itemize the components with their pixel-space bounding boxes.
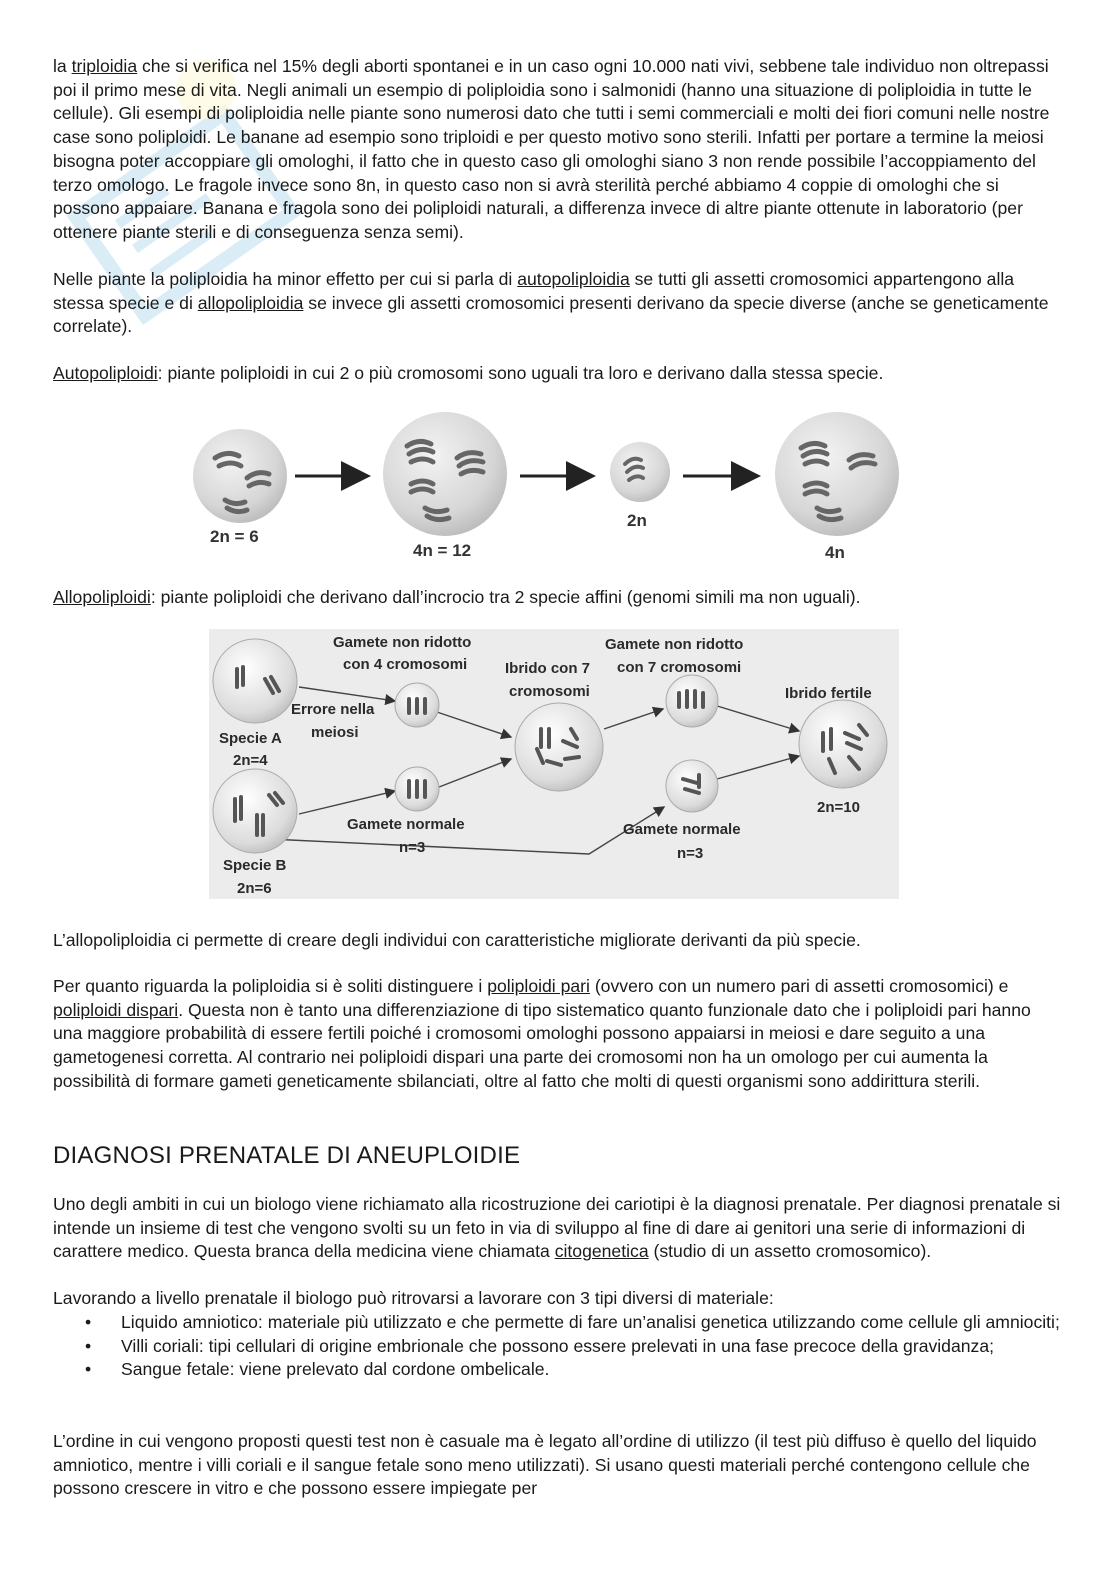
cell-ibrido-fertile [799,700,887,788]
label-2n: 2n [627,511,647,530]
cell-specie-b [213,769,297,853]
bullet-symbol: • [85,1335,92,1356]
paragraph-allopoliploidi: Allopoliploidi: piante poliploidi che derivano dall’incrocio tra 2 specie affini (genomi simili ma non uguali). [53,587,861,607]
figure-autopoliploidia [185,408,915,568]
label-specie-b: Specie B 2n=6 [223,857,287,897]
cell-2n6 [193,429,287,523]
bullet-symbol: • [85,1312,92,1332]
term-citogenetica: citogenetica [554,1241,649,1262]
paragraph-autopoliploidi: Autopoliploidi: piante poliploidi in cui 2 o più cromosomi sono uguali tra loro e derivano dalla stessa specie. [53,363,884,383]
list-item: • Liquido amniotico: materiale più utilizzato e che permette di fare un’analisi genetica utilizzando come cellule gli amniociti; [53,1311,1063,1335]
term-poliploidi-pari: poliploidi pari [487,976,590,996]
cell-2n [610,442,670,502]
label-2n10: 2n=10 [817,799,860,816]
term-poliploidi-dispari: poliploidi dispari [53,999,179,1020]
label-gamete-normale-2: Gamete normale n=3 [623,821,741,862]
term-autopoliploidia: autopoliploidia [517,269,630,289]
label-4n12: 4n = 12 [413,541,472,560]
label-ibrido-fertile: Ibrido fertile [785,685,872,702]
label-2n6: 2n = 6 [210,527,259,546]
label-specie-a: Specie A 2n=4 [219,730,282,769]
paragraph-poliploidia-esempi: la triploidia che si verifica nel 15% degli aborti spontanei e in un caso ogni 10.000 nati vivi, sebbene tale individuo non oltrepassi poi il primo mese di vita. Negli animali un esempio di poliploidia sono i salmonidi (hanno una situazione di poliploidia in tutte le cellule). Gli esempi di poliploidia nelle piante sono numerosi dato che tutti i semi commerciali e molti dei fiori comuni nelle nostre case sono poliploidi. Le banane ad esempio sono triploidi e per questo motivo sono sterili. Infatti per portare a termine la meiosi bisogna poter accoppiare gli omologhi, il fatto che in questo caso gli omologhi siano 3 non rende possibile l’accoppiamento del terzo omologo. Le fragole invece sono 8n, in questo caso non si avrà sterilità perché abbiamo 4 coppie di omologhi che si possono appaiare. Banana e fragola sono dei poliploidi naturali, a differenza invece di altre piante ottenute in laboratorio (per ottenere piante sterili e di conseguenza senza semi). [53,56,1050,242]
term-allopoliploidi: Allopoliploidi [53,587,151,607]
paragraph-auto-allo: Nelle piante la poliploidia ha minor effetto per cui si parla di autopoliploidia se tutti gli assetti cromosomici appartengono alla stessa specie e di allopoliploidia se invece gli assetti cromosomici presenti derivano da specie diverse (anche se geneticamente correlate). [53,269,1049,337]
label-gamete-non-ridotto-4: Gamete non ridotto con 4 cromosomi [333,634,472,673]
section-heading: DIAGNOSI PRENATALE DI ANEUPLOIDIE [53,1142,521,1169]
figure-allopoliploidia [209,629,899,899]
paragraph-diagnosi-prenatale: Uno degli ambiti in cui un biologo viene richiamato alla ricostruzione dei cariotipi è la diagnosi prenatale. Per diagnosi prenatale si intende un insieme di test che vengono svolti su un feto in via di sviluppo al fine di dare ai genitori una serie di informazioni di carattere medico. Questa branca della medicina viene chiamata citogenetica (studio di un assetto cromosomico). [53,1194,1061,1262]
term-triploidia: triploidia [71,56,138,76]
term-allopoliploidia: allopoliploidia [197,292,304,313]
paragraph-ordine-test: L’ordine in cui vengono proposti questi test non è casuale ma è legato all’ordine di utilizzo (il test più diffuso è quello del liquido amniotico, mentre i villi coriali e il sangue fetale sono meno utilizzati). Si usano questi materiali perché contengono cellule che possono crescere in vitro e che possono essere impiegate per [53,1431,1037,1499]
term-autopoliploidi: Autopoliploidi [53,363,158,383]
cell-ibrido-7 [515,703,603,791]
label-ibrido-7: Ibrido con 7 cromosomi [505,660,591,700]
paragraph-allopoliploidia-vantaggi: L’allopoliploidia ci permette di creare degli individui con caratteristiche migliorate derivanti da più specie. [53,930,861,950]
paragraph-materiali-intro: Lavorando a livello prenatale il biologo può ritrovarsi a lavorare con 3 tipi diversi di materiale: [53,1288,774,1308]
label-gamete-non-ridotto-7: Gamete non ridotto con 7 cromosomi [605,636,744,676]
cell-gamete-normale-2 [666,760,718,812]
list-item: • Sangue fetale: viene prelevato dal cordone ombelicale. [53,1358,1063,1382]
label-gamete-normale-1: Gamete normale n=3 [347,816,465,856]
paragraph-pari-dispari: Per quanto riguarda la poliploidia si è soliti distinguere i poliploidi pari (ovvero con un numero pari di assetti cromosomici) e poliploidi dispari. Questa non è tanto una differenziazione di tipo sistematico quanto funzionale dato che i poliploidi pari hanno una maggiore probabilità di essere fertili poiché i cromosomi omologhi possono appaiarsi in meiosi e dare seguito a una gametogenesi corretta. Al contrario nei poliploidi dispari una parte dei cromosomi non ha un omologo per cui aumenta la possibilità di formare gameti geneticamente sbilanciati, oltre al fatto che molti di questi organismi sono addirittura sterili. [53,976,1031,1091]
label-4n: 4n [825,543,845,562]
bullet-symbol: • [85,1359,92,1380]
list-item: • Villi coriali: tipi cellulari di origine embrionale che possono essere prelevati in una fase precoce della gravidanza; [53,1335,1063,1359]
cell-gamete-non-ridotto-7 [666,675,718,727]
cell-specie-a [213,639,297,723]
materials-list [53,1311,1063,1382]
label-errore-meiosi: Errore nella meiosi [291,701,375,741]
